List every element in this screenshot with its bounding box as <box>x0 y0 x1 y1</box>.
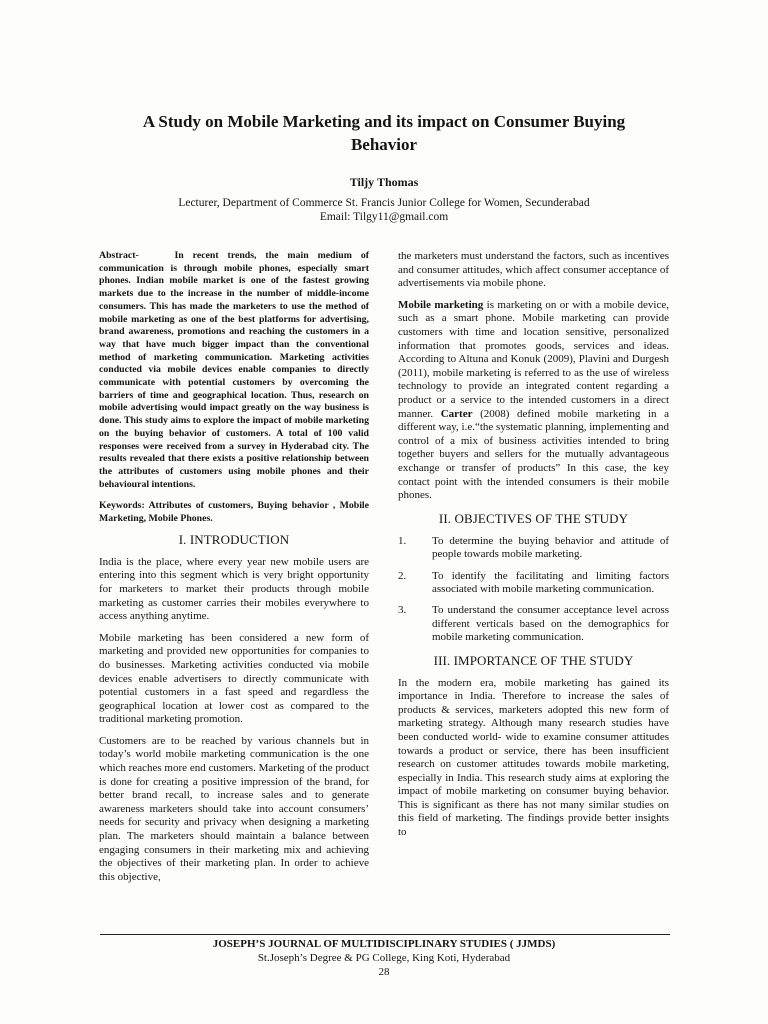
footer-journal-name: JOSEPH’S JOURNAL OF MULTIDISCIPLINARY STUDIES ( JJMDS) <box>212 938 556 950</box>
keywords-text: Attributes of customers, Buying behavior , Mobile Marketing, Mobile Phones. <box>99 500 369 525</box>
objectives-list <box>398 535 669 645</box>
abstract-text: In recent trends, the main medium of communication is through mobile phones, especially smart phones. Indian mobile market is one of the fastest growing markets due to the increase in the number of middle-income consumers. This has made the marketers to use the method of mobile marketing as one of the best platforms for advertising, brand awareness, promotions and reaching the customers in a way that have much bigger impact than the conventional method of marketing communication. Marketing activities conducted via mobile devices enable companies to directly communicate with potential customers by overcoming the barriers of time and geographical location. Thus, research on mobile advertising would impact greatly on the way business is done. This study aims to explore the impact of mobile marketing on the buying behavior of customers. A total of 100 valid responses were received from a survey in Hyderabad city. The results revealed that there exists a positive relationship between the attributes of customers using mobile phones and their behavioural intentions. <box>99 250 369 490</box>
page-number: 28 <box>378 966 390 978</box>
abstract-label: Abstract- <box>99 250 139 261</box>
right-column <box>398 250 669 848</box>
paper-title-line1: A Study on Mobile Marketing and its impact on Consumer Buying <box>142 112 626 131</box>
objectives-heading: II. OBJECTIVES OF THE STUDY <box>438 510 629 526</box>
left-column <box>99 250 369 892</box>
keywords <box>99 500 369 525</box>
objective-text: To understand the consumer acceptance level across different verticals based on the demographics for mobile marketing communication. <box>432 604 669 644</box>
importance-paragraph: In the modern era, mobile marketing has gained its importance in India. Therefore to increase the sales of products & services, marketers adopted this new form of marketing strategy. Although many research studies have been conducted world- wide to examine consumer attitudes towards a product or service, there has been insufficient research on customer attitudes towards mobile marketing, especially in India. This research study aims at exploring the impact of mobile marketing on consumer buying behavior. This is significant as there has not many similar studies on this field of marketing. The findings provide better insights to <box>398 676 669 839</box>
objective-text: To determine the buying behavior and attitude of people towards mobile marketing. <box>432 534 669 561</box>
intro-paragraph-2: Mobile marketing has been considered a new form of marketing and provided new opportunities for companies to do businesses. Marketing activities conducted via mobile devices enable advertisers to directly communicate with potential customers in a fast speed and regardless the geographical location at lower cost as compared to the traditional marketing promotion. <box>99 631 369 726</box>
objective-item <box>398 535 669 562</box>
objective-number: 2. <box>398 569 407 582</box>
footer-college: St.Joseph’s Degree & PG College, King Koti, Hyderabad <box>257 952 511 964</box>
keywords-label: Keywords: <box>99 500 145 512</box>
mobile-marketing-paragraph <box>398 299 669 503</box>
author-email: Email: Tilgy11@gmail.com <box>319 211 449 223</box>
author-name: Tiljy Thomas <box>349 175 419 189</box>
objective-number: 3. <box>398 604 407 617</box>
mobile-marketing-text-b: (2008) defined mobile marketing in a different way, i.e.“the systematic planning, implementing and control of a mix of business activities intended to bring together buyers and sellers for the mutually advantageous exchange or transfer of products” In this case, the key contact point with the intended consumers is their mobile phones. <box>398 407 669 502</box>
abstract <box>99 250 369 491</box>
author-affiliation-block <box>0 196 768 224</box>
paper-title-line2: Behavior <box>350 135 418 154</box>
mobile-marketing-term: Mobile marketing <box>398 298 484 311</box>
objective-item <box>398 570 669 597</box>
importance-heading: III. IMPORTANCE OF THE STUDY <box>433 652 634 668</box>
intro-paragraph-1: India is the place, where every year new mobile users are entering into this segment which is very bright opportunity for marketers to market their products through mobile marketing as customer carries their mobiles everywhere to access anything anytime. <box>99 555 369 623</box>
introduction-heading: I. INTRODUCTION <box>178 531 290 547</box>
author-affiliation: Lecturer, Department of Commerce St. Francis Junior College for Women, Secunderabad <box>178 197 590 209</box>
intro-paragraph-3: Customers are to be reached by various channels but in today’s world mobile marketing communication is the one which reaches more end customers. Marketing of the product is done for creating a positive impression of the brand, for better brand recall, to increase sales and to generate awareness marketers should take into account consumers’ needs for security and privacy when designing a marketing plan. The marketers should maintain a balance between engaging consumers in their marketing mix and achieving the objectives of their marketing plan. In order to achieve this objective, <box>99 734 369 883</box>
footer-divider <box>100 934 670 935</box>
objective-number: 1. <box>398 534 407 547</box>
carter-citation: Carter <box>440 407 473 420</box>
mobile-marketing-text-a: is marketing on or with a mobile device, such as a smart phone. Mobile marketing can provide customers with time and location sensitive, personalized information that promotes goods, services and ideas. According to Altuna and Konuk (2009), Plavini and Durgesh (2011), mobile marketing is referred to as the use of wireless technology to provide an integrated content regarding a product or a service to the intended customers in a direct manner. <box>398 298 669 420</box>
continued-paragraph: the marketers must understand the factors, such as incentives and consumer attitudes, which affect consumer acceptance of advertisements via mobile phone. <box>398 250 669 290</box>
paper-title <box>80 110 688 156</box>
objective-text: To identify the facilitating and limiting factors associated with mobile marketing communication. <box>432 569 669 595</box>
objective-item <box>398 604 669 644</box>
